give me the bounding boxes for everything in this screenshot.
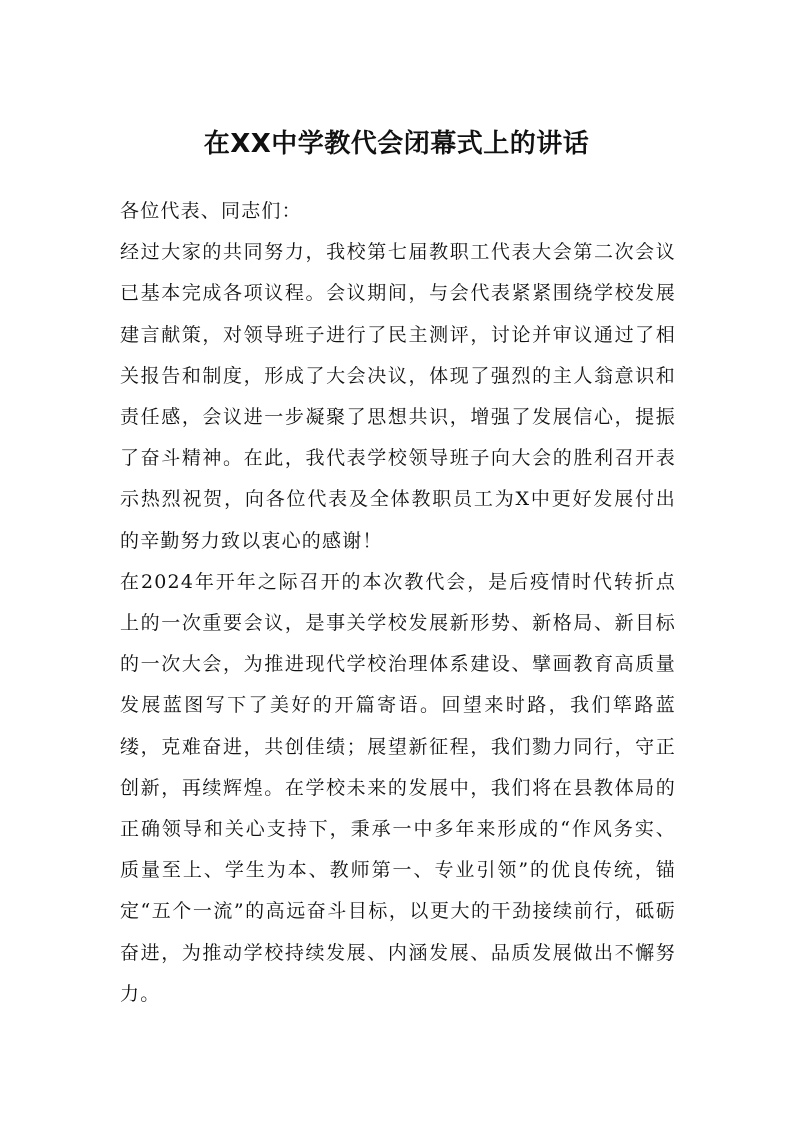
salutation: 各位代表、同志们： <box>120 200 302 222</box>
document-body <box>120 191 676 1015</box>
paragraph-1: 经过大家的共同努力，我校第七届教职工代表大会第二次会议已基本完成各项议程。会议期间，与会代表紧紧围绕学校发展建言献策，对领导班子进行了民主测评，讨论并审议通过了相关报告和制度，形成了大会决议，体现了强烈的主人翁意识和责任感，会议进一步凝聚了思想共识，增强了发展信心，提振了奋斗精神。在此，我代表学校领导班子向大会的胜利召开表示热烈祝贺，向各位代表及全体教职员工为X中更好发展付出的辛勤努力致以衷心的感谢！ <box>120 241 676 552</box>
document-title: 在XX中学教代会闭幕式上的讲话 <box>203 129 590 159</box>
paragraph-2: 在2024年开年之际召开的本次教代会，是后疫情时代转折点上的一次重要会议，是事关学校发展新形势、新格局、新目标的一次大会，为推进现代学校治理体系建设、擘画教育高质量发展蓝图写下了美好的开篇寄语。回望来时路，我们筚路蓝缕，克难奋进，共创佳绩；展望新征程，我们勠力同行，守正创新，再续辉煌。在学校未来的发展中，我们将在县教体局的正确领导和关心支持下，秉承一中多年来形成的“作风务实、质量至上、学生为本、教师第一、专业引领”的优良传统，锚定“五个一流”的高远奋斗目标，以更大的干劲接续前行，砥砺奋进，为推动学校持续发展、内涵发展、品质发展做出不懈努力。 <box>120 570 676 1005</box>
